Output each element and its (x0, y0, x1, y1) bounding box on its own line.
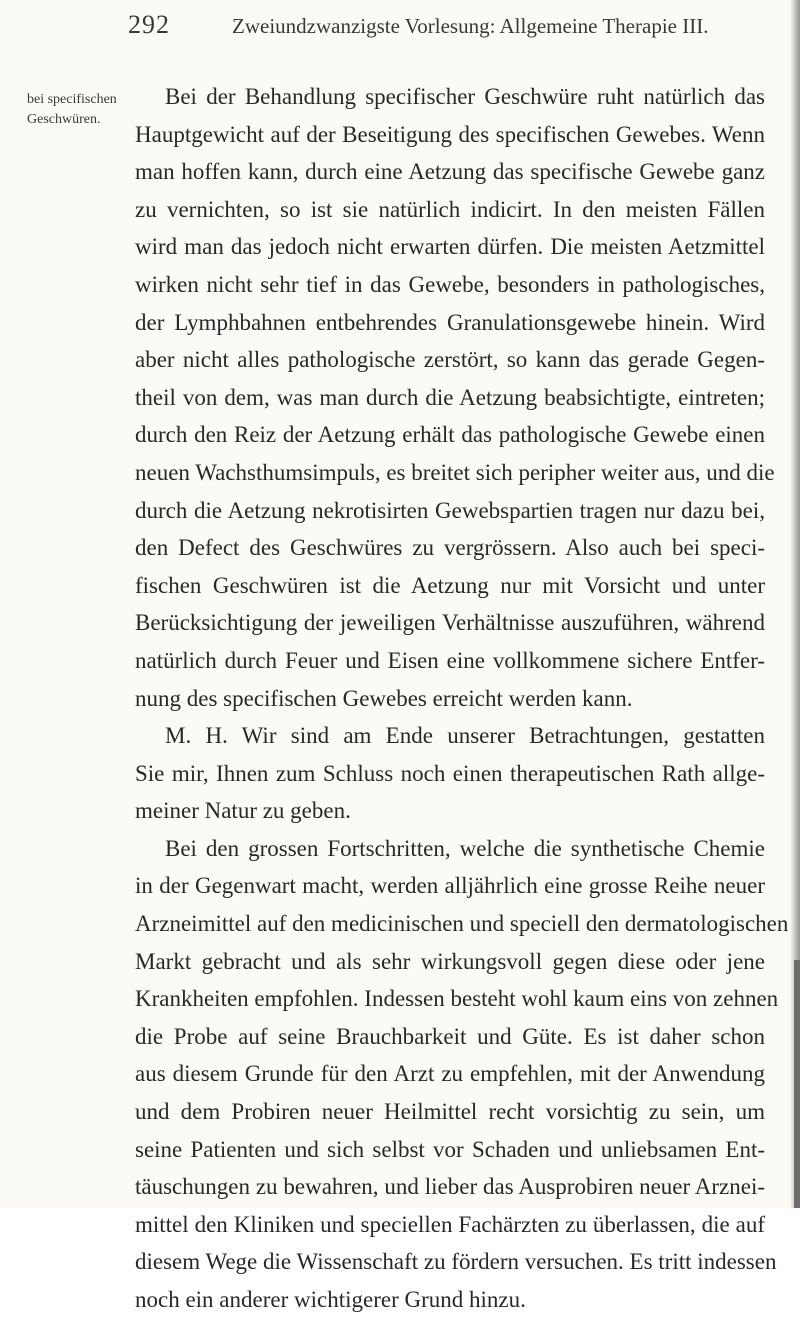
text-line: noch ein anderer wichtigerer Grund hinzu. (135, 1287, 526, 1312)
text-line: zu vernichten, so ist sie natürlich indicirt. In den meisten Fällen (135, 196, 765, 222)
paragraph (135, 830, 789, 1319)
page-edge-shadow (794, 960, 800, 1208)
text-line: der Lymphbahnen entbehrendes Granulationsgewebe hinein. Wird (135, 309, 765, 335)
text-line: aus diesem Grunde für den Arzt zu empfehlen, mit der Anwendung (135, 1061, 765, 1087)
text-line: Arzneimittel auf den medicinischen und speciell den dermatologischen (135, 911, 789, 937)
text-line: Hauptgewicht auf der Beseitigung des specifischen Gewebes. Wenn (135, 121, 765, 147)
text-line: wird man das jedoch nicht erwarten dürfen. Die meisten Aetzmittel (135, 234, 765, 260)
body-text (135, 78, 789, 1319)
text-line: durch den Reiz der Aetzung erhält das pathologische Gewebe einen (135, 422, 765, 448)
text-line: diesem Wege die Wissenschaft zu fördern versuchen. Es tritt indessen (135, 1249, 777, 1275)
text-line: mittel den Kliniken und speciellen Fachärzten zu überlassen, die auf (135, 1211, 765, 1237)
text-line: neuen Wachsthumsimpuls, es breitet sich peripher weiter aus, und die (135, 459, 775, 485)
running-head: Zweiundzwanzigste Vorlesung: Allgemeine Therapie III. (232, 14, 709, 38)
page-number: 292 (128, 10, 170, 39)
text-line: die Probe auf seine Brauchbarkeit und Güte. Es ist daher schon (135, 1023, 765, 1049)
text-line: natürlich durch Feuer und Eisen eine vollkommene sichere Entfer- (135, 647, 765, 673)
page-header (0, 10, 800, 50)
text-line: nung des specifischen Gewebes erreicht werden kann. (135, 685, 633, 711)
paragraph (135, 78, 775, 717)
text-line: M. H. Wir sind am Ende unserer Betrachtungen, gestatten (165, 723, 765, 749)
text-line: den Defect des Geschwüres zu vergrössern. Also auch bei speci- (135, 535, 765, 561)
text-line: und dem Probiren neuer Heilmittel recht vorsichtig zu sein, um (135, 1099, 765, 1125)
text-line: in der Gegenwart macht, werden alljährlich eine grosse Reihe neuer (135, 873, 765, 899)
text-line: Krankheiten empfohlen. Indessen besteht wohl kaum eins von zehnen (135, 986, 779, 1012)
text-line: fischen Geschwüren ist die Aetzung nur mit Vorsicht und unter (135, 572, 765, 598)
margin-note-line: bei specifischen (27, 92, 117, 107)
text-line: Markt gebracht und als sehr wirkungsvoll gegen diese oder jene (135, 948, 765, 974)
text-line: theil von dem, was man durch die Aetzung beabsichtigte, eintreten; (135, 384, 765, 410)
text-line: durch die Aetzung nekrotisirten Gewebspartien tragen nur dazu bei, (135, 497, 765, 523)
text-line: Berücksichtigung der jeweiligen Verhältnisse auszuführen, während (135, 610, 765, 636)
text-line: Bei den grossen Fortschritten, welche die synthetische Chemie (165, 835, 765, 861)
text-line: Sie mir, Ihnen zum Schluss noch einen therapeutischen Rath allge- (135, 760, 765, 786)
text-line: aber nicht alles pathologische zerstört, so kann das gerade Gegen- (135, 347, 765, 373)
text-line: wirken nicht sehr tief in das Gewebe, besonders in pathologisches, (135, 271, 765, 297)
margin-note (27, 90, 137, 130)
text-line: täuschungen zu bewahren, und lieber das Ausprobiren neuer Arznei- (135, 1174, 765, 1200)
margin-note-line: Geschwüren. (27, 112, 101, 127)
paragraph (135, 717, 765, 830)
text-line: seine Patienten und sich selbst vor Schaden und unliebsamen Ent- (135, 1136, 765, 1162)
text-line: meiner Natur zu geben. (135, 798, 351, 824)
text-line: Bei der Behandlung specifischer Geschwüre ruht natürlich das (165, 84, 765, 109)
text-line: man hoffen kann, durch eine Aetzung das specifische Gewebe ganz (135, 159, 765, 185)
